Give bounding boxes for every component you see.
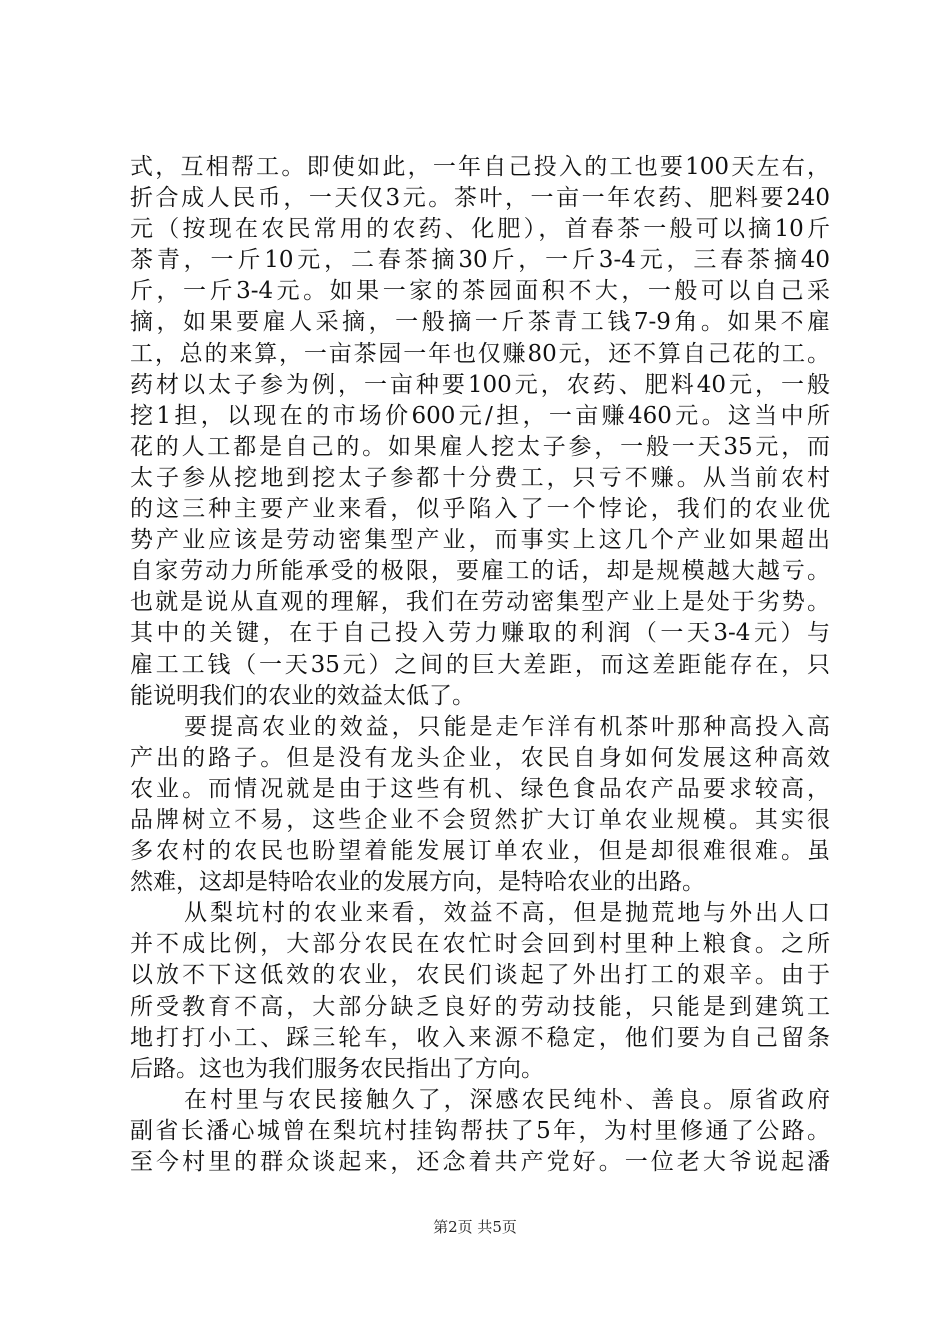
text-line: 工，总的来算，一亩茶园一年也仅赚80元，还不算自己花的工。 (130, 340, 830, 367)
text-line: 产出的路子。但是没有龙头企业，农民自身如何发展这种高效 (130, 744, 830, 771)
text-line: 挖1担，以现在的市场价600元/担，一亩赚460元。这当中所 (130, 402, 830, 429)
text-line: 并不成比例，大部分农民在农忙时会回到村里种上粮食。之所 (130, 931, 830, 958)
text-line: 也就是说从直观的理解，我们在劳动密集型产业上是处于劣势。 (130, 589, 830, 616)
paragraph-first-line: 在村里与农民接触久了，深感农民纯朴、善良。原省政府 (184, 1086, 830, 1113)
page-number-footer: 第2页 共5页 (433, 1218, 517, 1236)
text-line: 后路。这也为我们服务农民指出了方向。 (130, 1055, 544, 1082)
text-line: 药材以太子参为例，一亩种要100元，农药、肥料40元，一般 (130, 371, 830, 398)
text-line: 以放不下这低效的农业，农民们谈起了外出打工的艰辛。由于 (130, 962, 830, 989)
text-line: 元（按现在农民常用的农药、化肥），首春茶一般可以摘10斤 (130, 216, 830, 243)
text-line: 品牌树立不易，这些企业不会贸然扩大订单农业规模。其实很 (130, 806, 830, 833)
text-line: 多农村的农民也盼望着能发展订单农业，但是却很难很难。虽 (130, 838, 830, 865)
text-line: 地打打小工、踩三轮车，收入来源不稳定，他们要为自己留条 (130, 1024, 830, 1051)
paragraph-first-line: 要提高农业的效益，只能是走乍洋有机茶叶那种高投入高 (184, 713, 830, 740)
text-line: 太子参从挖地到挖太子参都十分费工，只亏不赚。从当前农村 (130, 464, 830, 491)
text-line: 所受教育不高，大部分缺乏良好的劳动技能，只能是到建筑工 (130, 993, 830, 1020)
text-line: 副省长潘心城曾在梨坑村挂钩帮扶了5年，为村里修通了公路。 (130, 1117, 830, 1144)
text-line: 斤，一斤3-4元。如果一家的茶园面积不大，一般可以自己采 (130, 278, 830, 305)
text-line: 茶青，一斤10元，二春茶摘30斤，一斤3-4元，三春茶摘40 (130, 247, 830, 274)
text-line: 花的人工都是自己的。如果雇人挖太子参，一般一天35元，而 (130, 433, 830, 460)
text-line: 农业。而情况就是由于这些有机、绿色食品农产品要求较高， (130, 775, 830, 802)
text-line: 雇工工钱（一天35元）之间的巨大差距，而这差距能存在，只 (130, 651, 830, 678)
text-line: 其中的关键，在于自己投入劳力赚取的利润（一天3-4元）与 (130, 620, 830, 647)
body-text (130, 152, 830, 1178)
text-line: 至今村里的群众谈起来，还念着共产党好。一位老大爷说起潘 (130, 1149, 830, 1175)
text-line: 自家劳动力所能承受的极限，要雇工的话，却是规模越大越亏。 (130, 558, 830, 585)
text-line: 势产业应该是劳动密集型产业，而事实上这几个产业如果超出 (130, 527, 830, 554)
text-line: 然难，这却是特哈农业的发展方向，是特哈农业的出路。 (130, 869, 705, 896)
text-line: 式，互相帮工。即使如此，一年自己投入的工也要100天左右， (130, 154, 830, 180)
text-line: 能说明我们的农业的效益太低了。 (130, 682, 475, 709)
text-line: 的这三种主要产业来看，似乎陷入了一个悖论，我们的农业优 (130, 496, 830, 523)
paragraph-first-line: 从梨坑村的农业来看，效益不高，但是抛荒地与外出人口 (184, 900, 830, 927)
text-line: 摘，如果要雇人采摘，一般摘一斤茶青工钱7-9角。如果不雇 (130, 309, 830, 336)
text-line: 折合成人民币，一天仅3元。茶叶，一亩一年农药、肥料要240 (130, 185, 830, 212)
